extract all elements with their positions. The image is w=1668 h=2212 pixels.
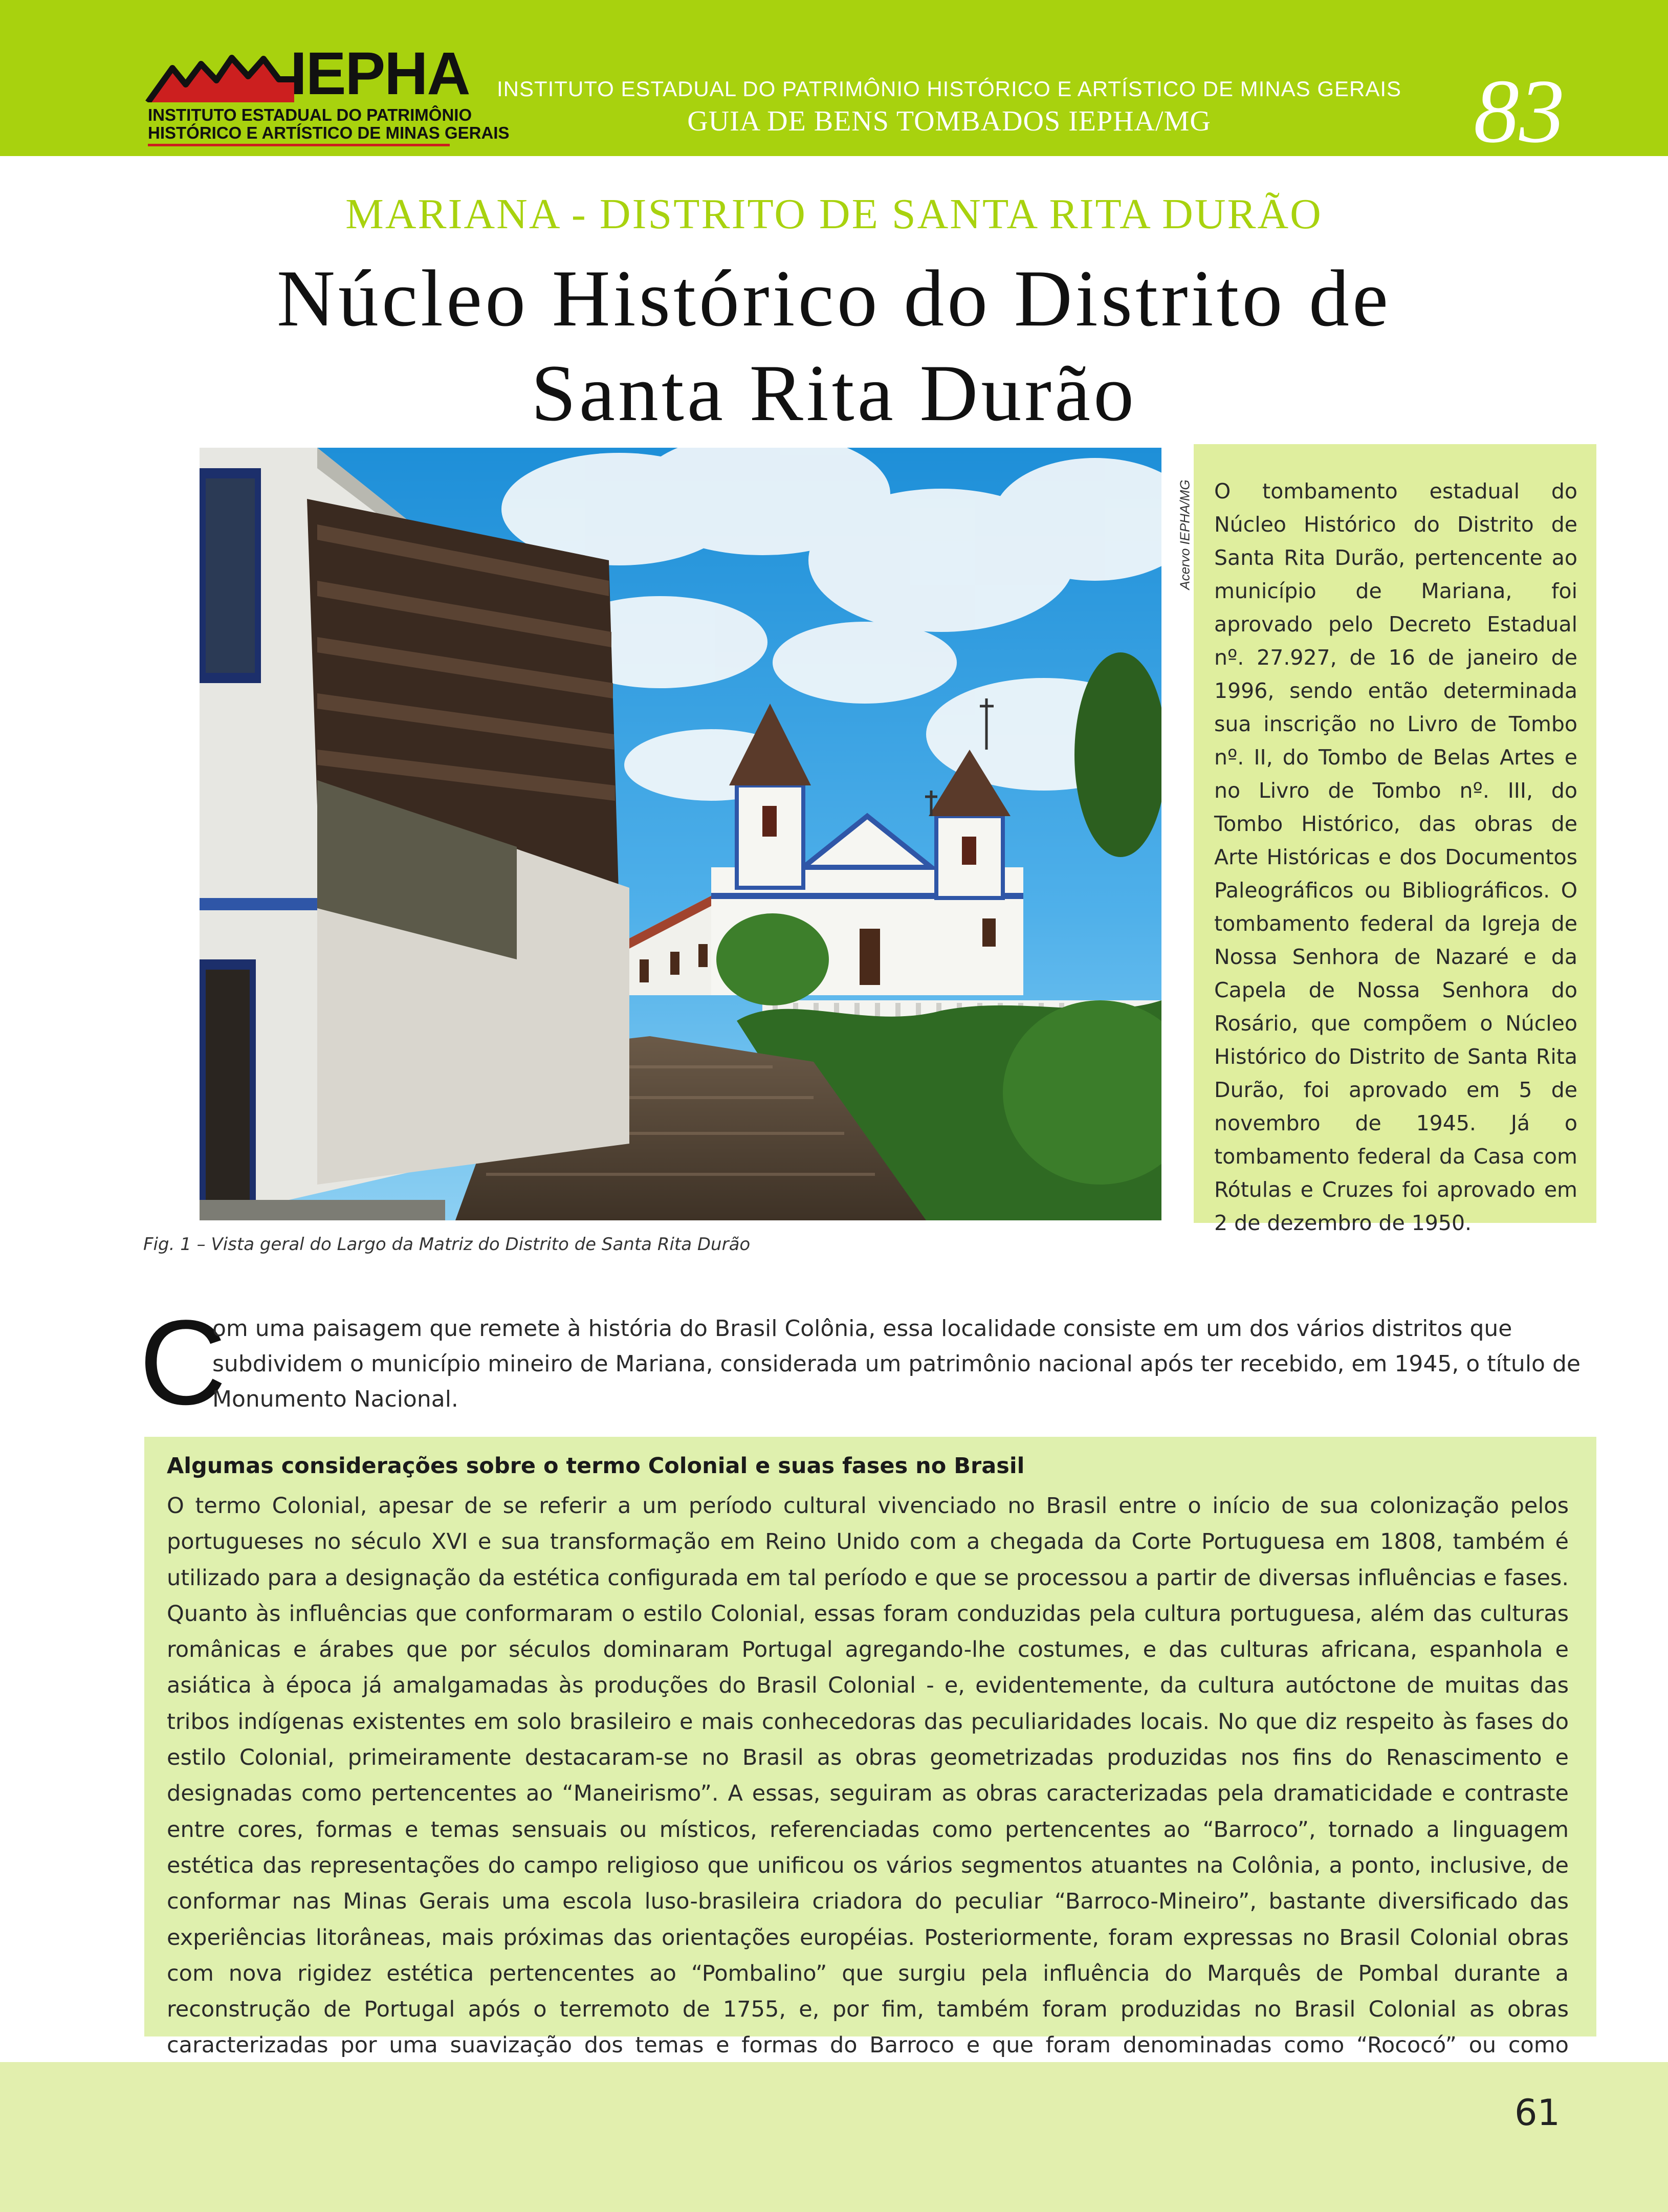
page-title-line1: Núcleo Histórico do Distrito de (276, 254, 1392, 343)
guide-title: GUIA DE BENS TOMBADOS IEPHA/MG (687, 105, 1211, 137)
photo-credit: Acervo IEPHA/MG (1177, 479, 1193, 590)
colonial-terms-box (144, 1437, 1596, 2058)
page-title-line2: Santa Rita Durão (531, 348, 1137, 438)
drop-cap: C (139, 1295, 227, 1430)
figure-caption: Fig. 1 – Vista geral do Largo da Matriz do Distrito de Santa Rita Durão (143, 1234, 751, 1255)
listing-info-box (1194, 444, 1596, 1235)
logo-subtitle-line2: HISTÓRICO E ARTÍSTICO DE MINAS GERAIS (148, 123, 510, 142)
iepha-logo (141, 40, 510, 146)
footer-band (0, 2062, 1668, 2212)
institute-name: INSTITUTO ESTADUAL DO PATRIMÔNIO HISTÓRICO E ARTÍSTICO DE MINAS GERAIS (496, 77, 1402, 101)
district-heading: MARIANA - DISTRITO DE SANTA RITA DURÃO (345, 190, 1323, 238)
logo-wordmark: IEPHA (290, 40, 470, 107)
page-number: 61 (1515, 2092, 1561, 2134)
colonial-terms-heading: Algumas considerações sobre o termo Colonial e suas fases no Brasil (167, 1453, 1025, 1479)
logo-subtitle-line1: INSTITUTO ESTADUAL DO PATRIMÔNIO (148, 105, 472, 124)
entry-number: 83 (1474, 60, 1565, 162)
intro-paragraph: om uma paisagem que remete à história do Brasil Colônia, essa localidade consiste em um dos vários distritos que subdividem o município mineiro de Mariana, considerada um patrimônio nacional após ter recebido, em 1945, o título de Monumento Nacional. (212, 1316, 1581, 1412)
listing-info-text: O tombamento estadual do Núcleo Histórico do Distrito de Santa Rita Durão, pertencente ao município de Mariana, foi aprovado pelo Decreto Estadual nº. 27.927, de 16 de janeiro de 1996, sendo então determinada sua inscrição no Livro de Tombo nº. II, do Tombo de Belas Artes e no Livro de Tombo nº. III, do Tombo Histórico, das obras de Arte Históricas e dos Documentos Paleográficos ou Bibliográficos. O tombamento federal da Igreja de Nossa Senhora de Nazaré e da Capela de Nossa Senhora do Rosário, que compõem o Núcleo Histórico do Distrito de Santa Rita Durão, foi aprovado em 5 de novembro de 1945. Já o tombamento federal da Casa com Rótulas e Cruzes foi aprovado em 2 de dezembro de 1950. (1214, 479, 1577, 1235)
mountain-logo-icon (141, 43, 294, 102)
colonial-terms-body: O termo Colonial, apesar de se referir a um período cultural vivenciado no Brasil entre o início de sua colonização pelos portugueses no século XVI e sua transformação em Reino Unido com a chegada da Corte Portuguesa em 1808, também é utilizado para a designação da estética configurada em tal período e que se processou a partir de diversas influências e fases. Quanto às influências que conformaram o estilo Colonial, essas foram conduzidas pela cultura portuguesa, além das culturas românicas e árabes que por séculos dominaram Portugal agregando-lhe costumes, e das culturas africana, espanhola e asiática à época já amalgamadas às produções do Brasil Colonial - e, evidentemente, da cultura autóctone de muitas das tribos indígenas existentes em solo brasileiro e mais conhecedoras das peculiaridades locais. No que diz respeito às fases do estilo Colonial, primeiramente destacaram-se no Brasil as obras geometrizadas produzidas nos fins do Renascimento e designadas como pertencentes ao “Maneirismo”. A essas, seguiram as obras caracterizadas pela dramaticidade e contraste entre cores, formas e temas sensuais ou místicos, referenciadas como pertencentes ao “Barroco”, tornado a linguagem estética das representações do campo religioso que unificou os vários segmentos atuantes na Colônia, a ponto, inclusive, de conformar nas Minas Gerais uma escola luso-brasileira criadora do peculiar “Barroco-Mineiro”, bastante diversificado das experiências litorâneas, mais próximas das orientações européias. Posteriormente, foram expressas no Brasil Colonial obras com nova rigidez estética pertencentes ao “Pombalino” que surgiu pela influência do Marquês de Pombal durante a reconstrução de Portugal após o terremoto de 1755, e, por fim, também foram produzidas no Brasil Colonial as obras caracterizadas por uma suavização dos temas e formas do Barroco e que foram denominadas como “Rococó” ou como (167, 1493, 1569, 2058)
header-bar (0, 0, 1668, 162)
church-square-photo (200, 448, 1161, 1220)
logo-underline (148, 144, 450, 146)
